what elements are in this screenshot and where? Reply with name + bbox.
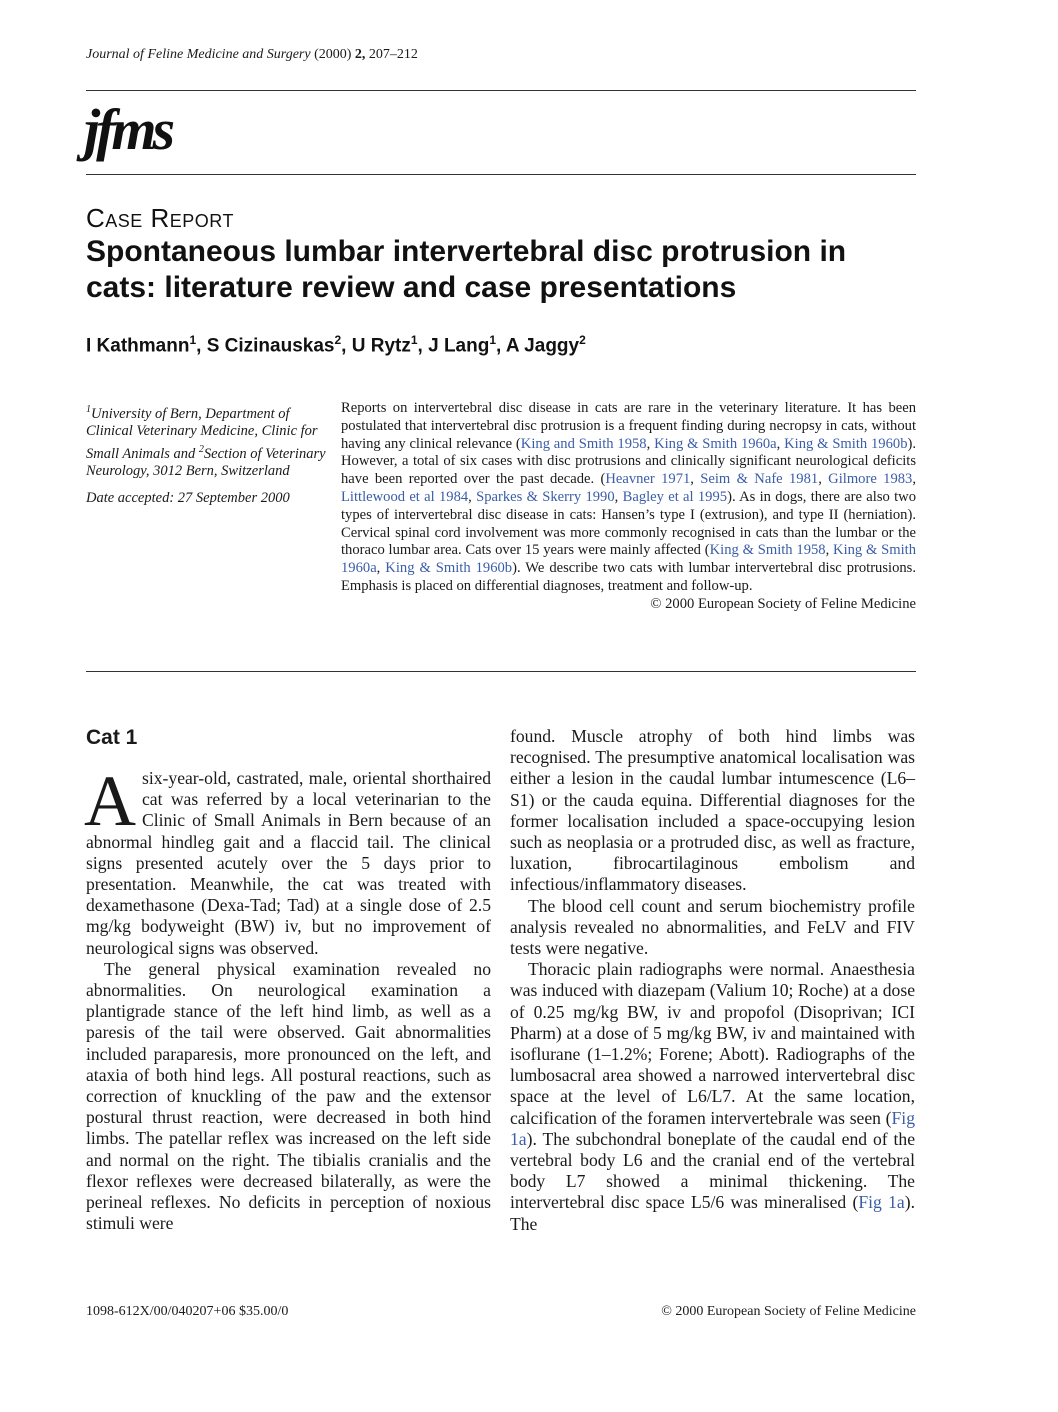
journal-logo: jfms [84, 97, 172, 162]
paragraph-text: ). The subchondral boneplate of the caudal end of the vertebral body L6 and the cranial end of the vertebral body L7 showed a minimal thickening. The intervertebral disc space L5/6 was mineralised ( [510, 1128, 915, 1213]
header-rule-bottom [86, 174, 916, 175]
affiliation-mark: 2 [198, 444, 204, 456]
body-paragraph [510, 959, 915, 1235]
article-type-label: Case Report [86, 203, 234, 233]
abstract-text: , [912, 471, 916, 488]
journal-year: (2000) [314, 47, 352, 62]
paragraph-text: Thoracic plain radiographs were normal. Anaesthesia was induced with diazepam (Valium 10; Roche) at a dose of 0.25 mg/kg BW, iv and propofol (Disoprivan; ICI Pharm) at a dose of 5 mg/kg BW, iv and maintained with isoflurane (1–1.2%; Forene; Abott). Radiographs of the lumbosacral area showed a narrowed intervertebral disc space at the level of L6/L7. At the same location, calcification of the foramen intervertebrale was seen ( [510, 959, 915, 1128]
citation-link[interactable]: Bagley et al 1995 [622, 488, 728, 505]
abstract-rule [86, 671, 916, 672]
body-paragraph: The blood cell count and serum biochemistry profile analysis revealed no abnormalities, and FeLV and FIV tests were negative. [510, 895, 915, 959]
citation-link[interactable]: King & Smith 1958 [709, 542, 826, 559]
author-name: U Rytz [351, 335, 411, 357]
footer-copyright: © 2000 European Society of Feline Medicine [661, 1304, 916, 1319]
abstract-text: ). However, a total of six cases with disc protrusions and clinically significant neurological deficits have been reported over the past decade. ( [341, 435, 917, 488]
citation-link[interactable]: Littlewood et al 1984 [341, 488, 469, 505]
section-heading: Cat 1 [86, 726, 138, 749]
figure-link[interactable]: Fig 1a [510, 1107, 915, 1149]
citation-link[interactable]: Gilmore 1983 [828, 471, 913, 488]
citation-link[interactable]: Seim & Nafe 1981 [700, 471, 819, 488]
figure-link[interactable]: Fig 1a [858, 1192, 905, 1213]
citation-link[interactable]: Heavner 1971 [605, 471, 691, 488]
affiliation-2: Section of Veterinary Neurology, 3012 Bern, Switzerland [86, 445, 326, 480]
author-affiliation-mark: 2 [334, 333, 342, 347]
date-accepted: Date accepted: 27 September 2000 [86, 490, 290, 507]
citation-link[interactable]: King & Smith 1960a [654, 435, 777, 452]
abstract-text: , [818, 471, 829, 488]
abstract-text: , [776, 435, 785, 452]
affiliation-mark: 1 [86, 404, 91, 415]
affiliation-1: University of Bern, Department of Clinical Veterinary Medicine, Clinic for Small Animals and [86, 405, 318, 462]
citation-link[interactable]: King & Smith 1960b [784, 435, 908, 452]
author-affiliation-mark: 1 [189, 333, 197, 347]
citation-link[interactable]: King & Smith 1960a [341, 542, 917, 577]
abstract-text: Reports on intervertebral disc disease in cats are rare in the veterinary literature. It has been postulated that intervertebral disc protrusion is a frequent finding during necropsy in cats, without having any clinical relevance ( [341, 400, 916, 452]
abstract-text: ). We describe two cats with lumbar intervertebral disc protrusions. Emphasis is placed on differential diagnoses, treatment and follow-up. [341, 560, 917, 594]
abstract [341, 400, 916, 614]
author-list: I Kathmann$^1$, S Cizinauskas$^2$, U Rytz$^1$, J Lang$^1$, A Jaggy$^2$ [86, 333, 586, 357]
paragraph-text: ). The [510, 1192, 915, 1234]
body-paragraph [84, 761, 491, 959]
author-affiliation-mark: 2 [579, 333, 586, 347]
abstract-text: , [376, 560, 386, 577]
drop-cap: A [84, 761, 136, 841]
footer-code: 1098-612X/00/040207+06 $35.00/0 [86, 1304, 289, 1319]
article-title: Spontaneous lumbar intervertebral disc protrusion in cats: literature review and case presentations [86, 235, 847, 304]
author-affiliation-mark: 1 [489, 333, 497, 347]
abstract-text: , [614, 488, 623, 505]
author-affiliation-mark: 1 [410, 333, 418, 347]
affiliations [86, 401, 331, 508]
journal-pages: 207–212 [368, 47, 418, 62]
abstract-text: ). As in dogs, there are also two types of intervertebral disc disease in cats: Hansen’s type I (extrusion), and type II (herniation). Cervical spinal cord involvement was more commonly recognised in cats than the lumbar or the thoraco lumbar area. Cats over 15 years were mainly affected ( [341, 488, 916, 559]
abstract-text: , [646, 435, 655, 452]
citation-link[interactable]: King & Smith 1960b [385, 560, 513, 577]
body-paragraph: found. Muscle atrophy of both hind limbs was recognised. The presumptive anatomical localisation was either a lesion in the caudal lumbar intumescence (L6–S1) or the cauda equina. Differential diagnoses for the former localisation included a space-occupying lesion such as neoplasia or a protruded disc, as well as fracture, luxation, fibrocartilaginous embolism and infectious/inflammatory diseases. [510, 726, 915, 895]
affiliation-text [86, 401, 331, 481]
author-name: J Lang [428, 335, 490, 357]
citation-link[interactable]: Sparkes & Skerry 1990 [476, 488, 615, 505]
paragraph-text: six-year-old, castrated, male, oriental shorthaired cat was referred by a local veterinarian to the Clinic of Small Animals in Bern because of an abnormal hindleg gait and a flaccid tail. The clinical signs presented acutely over the 5 days prior to presentation. Meanwhile, the cat was treated with dexamethasone (Dexa-Tad; Tad) at a single dose of 2.5 mg/kg bodyweight (BW) iv, but no improvement of neurological signs was observed. [86, 768, 491, 958]
author-name: I Kathmann [86, 335, 190, 357]
abstract-text: , [468, 488, 477, 505]
abstract-text: , [690, 471, 701, 488]
author-name: A Jaggy [505, 335, 580, 357]
body-column-left [86, 726, 491, 1234]
abstract-copyright: © 2000 European Society of Feline Medicine [650, 595, 916, 612]
citation-link[interactable]: King and Smith 1958 [520, 435, 647, 452]
body-column-right [510, 726, 915, 1235]
body-paragraph: The general physical examination revealed no abnormalities. On neurological examination a plantigrade stance of the left hind limb, as well as a paresis of the tail were observed. Gait abnormalities included paraparesis, more pronounced on the left, and ataxia of both hind legs. All postural reactions, such as correction of knuckling of the paw and the extensor postural thrust reaction, were decreased in both hind limbs. The patellar reflex was increased on the left side and normal on the right. The tibialis cranialis and the flexor reflexes were decreased bilaterally, as were the perineal reflexes. No deficits in perception of noxious stimuli were [86, 958, 491, 1234]
author-name: S Cizinauskas [206, 335, 335, 357]
header-rule-top [86, 90, 916, 91]
abstract-text: , [825, 542, 834, 559]
journal-volume: 2, [354, 47, 366, 62]
journal-name: Journal of Feline Medicine and Surgery [86, 47, 311, 62]
journal-citation-line [86, 47, 418, 63]
